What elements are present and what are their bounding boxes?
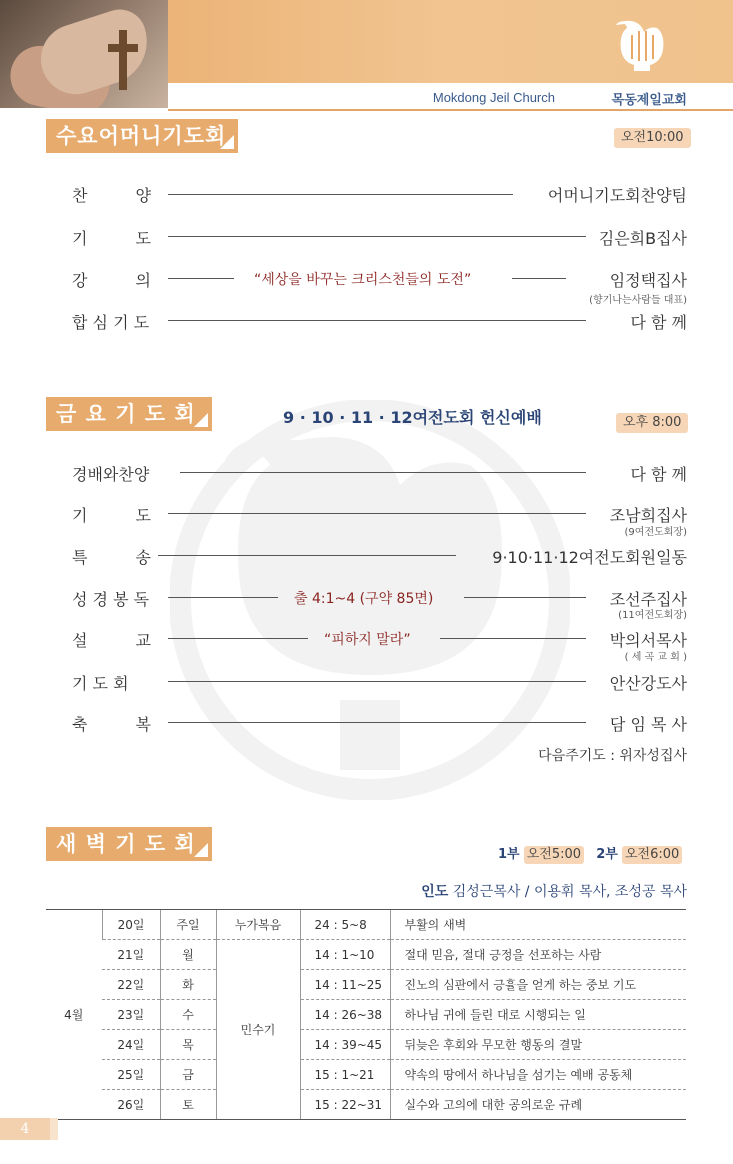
time-badge-wednesday: 오전10:00 — [614, 128, 691, 148]
page-number-accent — [50, 1118, 58, 1140]
leader-line — [168, 320, 586, 321]
session-2-label: 2부 — [596, 847, 618, 862]
row-label: 찬 양 — [72, 186, 151, 205]
table-row — [46, 1090, 686, 1120]
leader-line — [512, 278, 566, 279]
row-label: 특 송 — [72, 548, 151, 567]
row-note: ( 세 곡 교 회 ) — [624, 652, 687, 663]
topic-cell: 약속의 땅에서 하나님을 섬기는 예배 공동체 — [390, 1060, 686, 1090]
leader-line — [168, 513, 586, 514]
row-note: (9여전도회장) — [624, 527, 687, 538]
date-cell: 24일 — [102, 1030, 160, 1060]
session-2-time: 오전6:00 — [622, 846, 682, 864]
day-cell: 화 — [160, 970, 216, 1000]
day-cell: 목 — [160, 1030, 216, 1060]
sermon-title: “피하지 말라” — [324, 632, 411, 648]
verse-cell: 14 : 11~25 — [300, 970, 390, 1000]
row-value: 임정택집사 — [609, 271, 687, 290]
leader-line — [168, 722, 586, 723]
topic-cell: 진노의 심판에서 긍휼을 얻게 하는 중보 기도 — [390, 970, 686, 1000]
leader-line — [158, 555, 456, 556]
row-value: 조선주집사 — [609, 590, 687, 609]
leader-line — [464, 597, 586, 598]
row-label: 기 도 회 — [72, 674, 129, 693]
section-title-dawn: 새 벽 기 도 회 — [46, 827, 212, 861]
table-row — [46, 970, 686, 1000]
leader-line — [440, 638, 586, 639]
dawn-times — [498, 843, 682, 864]
row-label: 경배와찬양 — [72, 465, 150, 484]
sermon-title: “세상을 바꾸는 크리스천들의 도전” — [254, 272, 472, 288]
session-1-time: 오전5:00 — [524, 846, 584, 864]
leaders-line — [421, 881, 687, 901]
row-label: 축 복 — [72, 715, 151, 734]
day-cell: 토 — [160, 1090, 216, 1120]
verse-cell: 15 : 1~21 — [300, 1060, 390, 1090]
row-value: 안산강도사 — [609, 674, 687, 693]
row-note: (향기나는사람들 대표) — [589, 295, 687, 306]
row-label: 기 도 — [72, 229, 151, 248]
date-cell: 26일 — [102, 1090, 160, 1120]
date-cell: 22일 — [102, 970, 160, 1000]
row-value: 김은희B집사 — [598, 229, 687, 248]
leader-line — [168, 194, 513, 195]
day-cell: 월 — [160, 940, 216, 970]
table-row — [46, 1000, 686, 1030]
dawn-schedule-table — [46, 909, 686, 1120]
verse-cell: 15 : 22~31 — [300, 1090, 390, 1120]
section-title-friday: 금 요 기 도 회 — [46, 397, 212, 431]
row-label: 성 경 봉 독 — [72, 590, 150, 609]
row-value: 다 함 께 — [630, 465, 687, 484]
page-number: 4 — [0, 1118, 50, 1140]
leader-line — [168, 278, 234, 279]
leader-line — [168, 638, 308, 639]
topic-cell: 하나님 귀에 들린 대로 시행되는 일 — [390, 1000, 686, 1030]
row-label: 강 의 — [72, 271, 151, 290]
topic-cell: 실수와 고의에 대한 공의로운 규례 — [390, 1090, 686, 1120]
scripture-reference: 출 4:1~4 (구약 85면) — [294, 591, 434, 607]
table-row — [46, 1030, 686, 1060]
table-row — [46, 940, 686, 970]
praying-hands-photo — [0, 0, 168, 108]
book-cell: 누가복음 — [216, 910, 300, 940]
verse-cell: 24 : 5~8 — [300, 910, 390, 940]
date-cell: 23일 — [102, 1000, 160, 1030]
leader-line — [180, 472, 586, 473]
header-rule — [168, 109, 733, 111]
leader-names: 김성근목사 / 이용휘 목사, 조성공 목사 — [452, 884, 687, 900]
time-badge-friday: 오후 8:00 — [616, 413, 688, 433]
row-note: (11여전도회장) — [618, 610, 687, 621]
day-cell: 금 — [160, 1060, 216, 1090]
topic-cell: 부활의 새벽 — [390, 910, 686, 940]
day-cell: 수 — [160, 1000, 216, 1030]
leader-line — [168, 236, 586, 237]
harp-logo-icon — [612, 15, 672, 75]
row-value: 조남희집사 — [609, 506, 687, 525]
leader-label: 인도 — [421, 884, 449, 900]
topic-cell: 뒤늦은 후회와 무모한 행동의 결말 — [390, 1030, 686, 1060]
row-label: 설 교 — [72, 631, 151, 650]
row-value: 어머니기도회찬양팀 — [547, 186, 687, 205]
verse-cell: 14 : 26~38 — [300, 1000, 390, 1030]
verse-cell: 14 : 39~45 — [300, 1030, 390, 1060]
row-value: 9·10·11·12여전도회원일동 — [492, 548, 687, 567]
church-name-korean: 목동제일교회 — [611, 93, 687, 108]
topic-cell: 절대 믿음, 절대 긍정을 선포하는 사람 — [390, 940, 686, 970]
day-cell: 주일 — [160, 910, 216, 940]
table-row — [46, 1060, 686, 1090]
table-row — [46, 910, 686, 940]
church-name-english: Mokdong Jeil Church — [432, 90, 555, 105]
date-cell: 25일 — [102, 1060, 160, 1090]
service-headline: 9 · 10 · 11 · 12여전도회 헌신예배 — [283, 408, 542, 427]
date-cell: 21일 — [102, 940, 160, 970]
row-label: 기 도 — [72, 506, 151, 525]
book-cell: 민수기 — [216, 940, 300, 1120]
verse-cell: 14 : 1~10 — [300, 940, 390, 970]
row-value: 담 임 목 사 — [609, 715, 687, 734]
section-title-wednesday: 수요어머니기도회 — [46, 119, 238, 153]
row-value: 다 함 께 — [630, 313, 687, 332]
session-1-label: 1부 — [498, 847, 520, 862]
row-label: 합 심 기 도 — [72, 313, 150, 332]
month-cell: 4월 — [46, 910, 102, 1120]
next-week-prayer: 다음주기도 : 위자성집사 — [538, 748, 687, 764]
row-value: 박의서목사 — [609, 631, 687, 650]
date-cell: 20일 — [102, 910, 160, 940]
leader-line — [168, 681, 586, 682]
leader-line — [168, 597, 278, 598]
